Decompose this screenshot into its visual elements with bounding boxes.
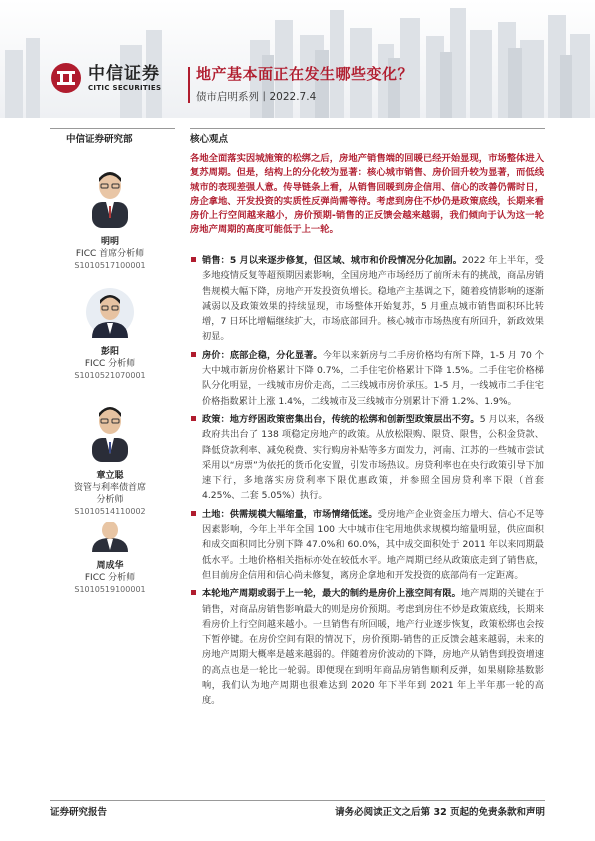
bullet-square-icon	[191, 257, 196, 262]
report-subtitle: 债市启明系列丨2022.7.4	[196, 91, 317, 103]
analyst-title: FICC 分析师	[84, 573, 136, 583]
key-point-text: 受房地产企业资金压力增大、信心不足等因素影响，今年上半年全国 100 大中城市住宅用地供求规模均缩量明显，供应面积和成交面积同比分别下降 47.0%和 60.0%，其中成交面积处于 2011 年以来同期最低水平。土地价格相关指标亦处在较低水平。地产周期已经从政策底走到了销售底，但目前房企信用和信心尚未修复，离房企拿地和开发投资的底部尚有一定距离。	[202, 508, 545, 581]
key-point-lead: 房价：底部企稳，分化显著。	[202, 349, 323, 361]
analyst-name: 彭阳	[100, 347, 119, 357]
key-point-lead: 土地：供需规模大幅缩量，市场情绪低迷。	[202, 508, 378, 520]
analyst-license: S1010514110002	[74, 507, 146, 516]
key-point-text: 5 月以来，各级政府共出台了 138 项稳定房地产的政策。从放松限购、限贷、限售，公积金贷款、降低贷款利率、减免税费、实行购房补贴等多方面发力，河南、江苏的一些城市尝试采用以“房票”为依托的货币化安置，引发市场热议。房贷利率也在央行政策引导下加速下行，多地落实房贷利率下限优惠政策，并参照全国房贷利率下限（首套 4.25%、二套 5.05%）执行。	[202, 413, 545, 502]
key-point-land	[190, 507, 544, 583]
analyst-card	[50, 522, 170, 596]
footer-rule	[50, 800, 545, 801]
key-point-text: 2022 年上半年，受多地疫情反复等超预期因素影响，全国房地产市场经历了前所未有的挑战，商品房销售规模大幅下降，房地产开发投资负增长。稳地产主基调之下，随着疫情影响的逐渐减弱以及政策效果的持续显现，市场整体开始复苏，5 月重点城市销售面积环比转增，7 日环比增幅继续扩大，市场底部回升。核心城市市场热度有所回升，新政效果初显。	[202, 255, 544, 343]
left-column-rule	[50, 128, 175, 129]
research-dept-heading: 中信证券研究部	[66, 134, 133, 145]
bullet-square-icon	[191, 416, 196, 421]
main-column-rule	[190, 128, 545, 129]
analyst-card	[50, 162, 170, 272]
analyst-license: S1010519100001	[74, 585, 146, 594]
key-point-text: 地产周期的关键在于销售，对商品房销售影响最大的则是房价预期。考虑到房住不炒是政策底线，长期来看房价上行空间越来越小。一旦销售有所回暖，地产行业逐步恢复，政策松绑也会按下暂停键。在房价空间有限的情况下，房价预期-销售的正反馈会越来越弱，未来的房地产周期大概率是越来越弱的。伴随着房价波动的下降，房地产从销售到投资增速的高点也是一轮比一轮弱。即便现在到明年商品房销售顺利反弹，如果剔除基数影响，我们认为地产周期也很难达到 2020 年下半年到 2021 年上半年那一轮的高度。	[202, 588, 545, 707]
footer-disclaimer: 请务必阅读正文之后第 32 页起的免责条款和声明	[335, 807, 545, 818]
logo-text-en: CITIC SECURITIES	[88, 83, 162, 92]
footer-report-type: 证券研究报告	[50, 807, 108, 818]
citic-logo	[50, 62, 161, 94]
core-views-heading: 核心观点	[190, 134, 229, 145]
logo-text-cn: 中信证券	[88, 63, 160, 84]
title-accent-bar	[188, 67, 190, 103]
analyst-photo	[86, 286, 134, 338]
report-title: 地产基本面正在发生哪些变化？	[196, 65, 414, 83]
analyst-title: FICC 分析师	[84, 359, 136, 369]
analyst-title: 资管与利率债首席 分析师	[73, 483, 146, 505]
analyst-license: S1010517100001	[74, 261, 146, 270]
analyst-card	[50, 286, 170, 382]
analyst-photo	[86, 162, 134, 228]
analyst-card	[50, 396, 170, 518]
key-point-policy	[190, 412, 544, 504]
bullet-square-icon	[191, 590, 196, 595]
key-point-lead: 本轮地产周期或弱于上一轮，最大的制约是房价上涨空间有限。	[202, 588, 461, 600]
key-point-cycle	[190, 586, 544, 708]
bullet-square-icon	[191, 511, 196, 516]
analyst-photo	[86, 396, 134, 462]
analyst-name: 明明	[100, 237, 119, 247]
analyst-name: 章立聪	[96, 471, 124, 481]
analyst-license: S1010521070001	[74, 371, 146, 380]
key-points-list	[190, 253, 544, 712]
key-point-lead: 销售：5 月以来逐步修复，但区域、城市和价段情况分化加剧。	[202, 255, 463, 266]
analyst-name: 周成华	[96, 561, 124, 571]
key-point-lead: 政策：地方纾困政策密集出台，传统的松绑和创新型政策层出不穷。	[202, 413, 480, 425]
bullet-square-icon	[191, 352, 196, 357]
analyst-photo	[86, 522, 134, 552]
key-point-text: 今年以来新房与二手房价格均有所下降，1-5 月 70 个大中城市新房价格累计下降 0.7%，二手住宅价格累计下降 1.5%。二手住宅价格梯队分化明显，一线城市房价走高，二三线城市房价承压。1-5 月，一线城市二手住宅价格指数累计上涨 1.4%，二线城市及三线城市分别累计下滑 1.2%、1.9%。	[202, 349, 544, 407]
key-point-prices	[190, 348, 544, 409]
core-summary: 各地全面落实因城施策的松绑之后，房地产销售端的回暖已经开始显现，市场整体进入复苏周期。但是，结构上的分化较为显著：核心城市销售、房价回升较为显著，而低线城市的表现差强人意。传导链条上看，从销售回暖到房企信用、信心的改善仍需时日，房企拿地、开发投资的实质性反弹尚需等待。考虑到房住不炒仍是政策底线，长期来看房价上行空间越来越小，房价预期-销售的正反馈会越来越弱，我们倾向于认为这一轮房地产周期的高度可能低于上一轮。	[190, 153, 544, 236]
key-point-sales	[190, 253, 544, 345]
citic-logo-icon	[50, 62, 82, 94]
analyst-title: FICC 首席分析师	[75, 249, 145, 259]
